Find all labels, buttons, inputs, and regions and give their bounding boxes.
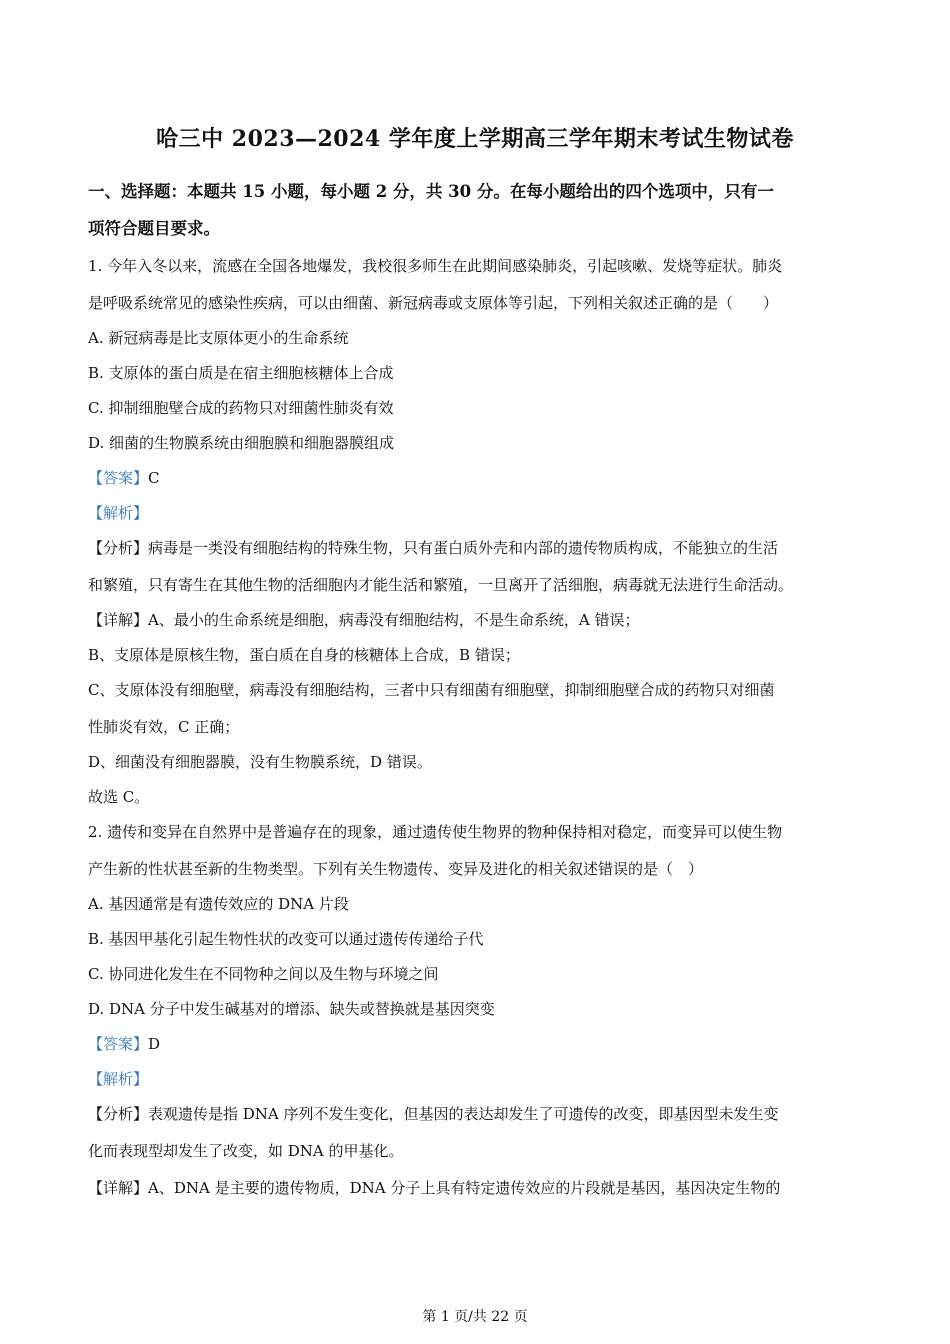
q1-stem-line1: 1. 今年入冬以来，流感在全国各地爆发，我校很多师生在此期间感染肺炎，引起咳嗽、发烧等症状。肺炎 (88, 257, 783, 275)
q2-option-a: A. 基因通常是有遗传效应的 DNA 片段 (88, 895, 349, 913)
q1-xiangjie-line1 (88, 609, 878, 630)
answer-tag: 【答案】 (88, 1035, 149, 1053)
q1-stem-line2: 是呼吸系统常见的感染性疾病，可以由细菌、新冠病毒或支原体等引起，下列相关叙述正确的是（ ） (88, 294, 779, 312)
answer-tag: 【答案】 (88, 469, 149, 487)
q1-option-b: B. 支原体的蛋白质是在宿主细胞核糖体上合成 (88, 364, 394, 382)
fenxi-tag: 【分析】 (88, 1105, 149, 1123)
xiangjie-text: A、最小的生命系统是细胞，病毒没有细胞结构，不是生命系统，A 错误； (148, 611, 640, 629)
q1-jiexi-tag: 【解析】 (88, 504, 149, 522)
answer-value: C (148, 469, 160, 487)
q1-answer (88, 467, 878, 488)
q2-option-c: C. 协同进化发生在不同物种之间以及生物与环境之间 (88, 965, 439, 983)
fenxi-text: 表观遗传是指 DNA 序列不发生变化，但基因的表达却发生了可遗传的改变，即基因型未发生变 (148, 1105, 779, 1123)
fenxi-tag: 【分析】 (88, 539, 149, 557)
xiangjie-tag: 【详解】 (88, 611, 149, 629)
q1-fenxi-line1 (88, 537, 878, 558)
q1-option-d: D. 细菌的生物膜系统由细胞膜和细胞器膜组成 (88, 434, 395, 452)
q1-option-c: C. 抑制细胞壁合成的药物只对细菌性肺炎有效 (88, 399, 394, 417)
q1-conclusion: 故选 C。 (88, 788, 150, 806)
q1-option-a: A. 新冠病毒是比支原体更小的生命系统 (88, 329, 349, 347)
fenxi-text: 病毒是一类没有细胞结构的特殊生物，只有蛋白质外壳和内部的遗传物质构成，不能独立的生活 (148, 539, 779, 557)
xiangjie-text: A、DNA 是主要的遗传物质，DNA 分子上具有特定遗传效应的片段就是基因，基因决定生物的 (148, 1179, 781, 1197)
q1-xiangjie-line3: C、支原体没有细胞壁，病毒没有细胞结构，三者中只有细菌有细胞壁，抑制细胞壁合成的药物只对细菌 (88, 681, 775, 699)
q2-fenxi-line2: 化而表现型却发生了改变，如 DNA 的甲基化。 (88, 1142, 404, 1160)
q2-option-b: B. 基因甲基化引起生物性状的改变可以通过遗传传递给子代 (88, 930, 484, 948)
q2-fenxi-line1 (88, 1103, 878, 1124)
q1-xiangjie-line2: B、支原体是原核生物，蛋白质在自身的核糖体上合成，B 错误； (88, 646, 520, 664)
q2-xiangjie-line1 (88, 1177, 878, 1198)
q2-stem-line2: 产生新的性状甚至新的生物类型。下列有关生物遗传、变异及进化的相关叙述错误的是（ ） (88, 860, 704, 878)
section-heading-line1: 一、选择题：本题共 15 小题，每小题 2 分，共 30 分。在每小题给出的四个选项中，只有一 (88, 182, 774, 201)
xiangjie-tag: 【详解】 (88, 1179, 149, 1197)
section-heading-line2: 项符合题目要求。 (88, 219, 220, 238)
q1-fenxi-line2: 和繁殖，只有寄生在其他生物的活细胞内才能生活和繁殖，一旦离开了活细胞，病毒就无法进行生命活动。 (88, 576, 794, 594)
q2-stem-line1: 2. 遗传和变异在自然界中是普遍存在的现象，通过遗传使生物界的物种保持相对稳定，而变异可以使生物 (88, 823, 783, 841)
q1-xiangjie-line5: D、细菌没有细胞器膜，没有生物膜系统，D 错误。 (88, 753, 432, 771)
page-footer: 第 1 页/共 22 页 (422, 1309, 528, 1325)
page-title: 哈三中 2023—2024 学年度上学期高三学年期末考试生物试卷 (156, 126, 794, 152)
q2-option-d: D. DNA 分子中发生碱基对的增添、缺失或替换就是基因突变 (88, 1000, 495, 1018)
q2-jiexi-tag: 【解析】 (88, 1070, 149, 1088)
q1-xiangjie-line4: 性肺炎有效，C 正确； (88, 718, 240, 736)
q2-answer (88, 1033, 878, 1054)
answer-value: D (148, 1035, 161, 1053)
